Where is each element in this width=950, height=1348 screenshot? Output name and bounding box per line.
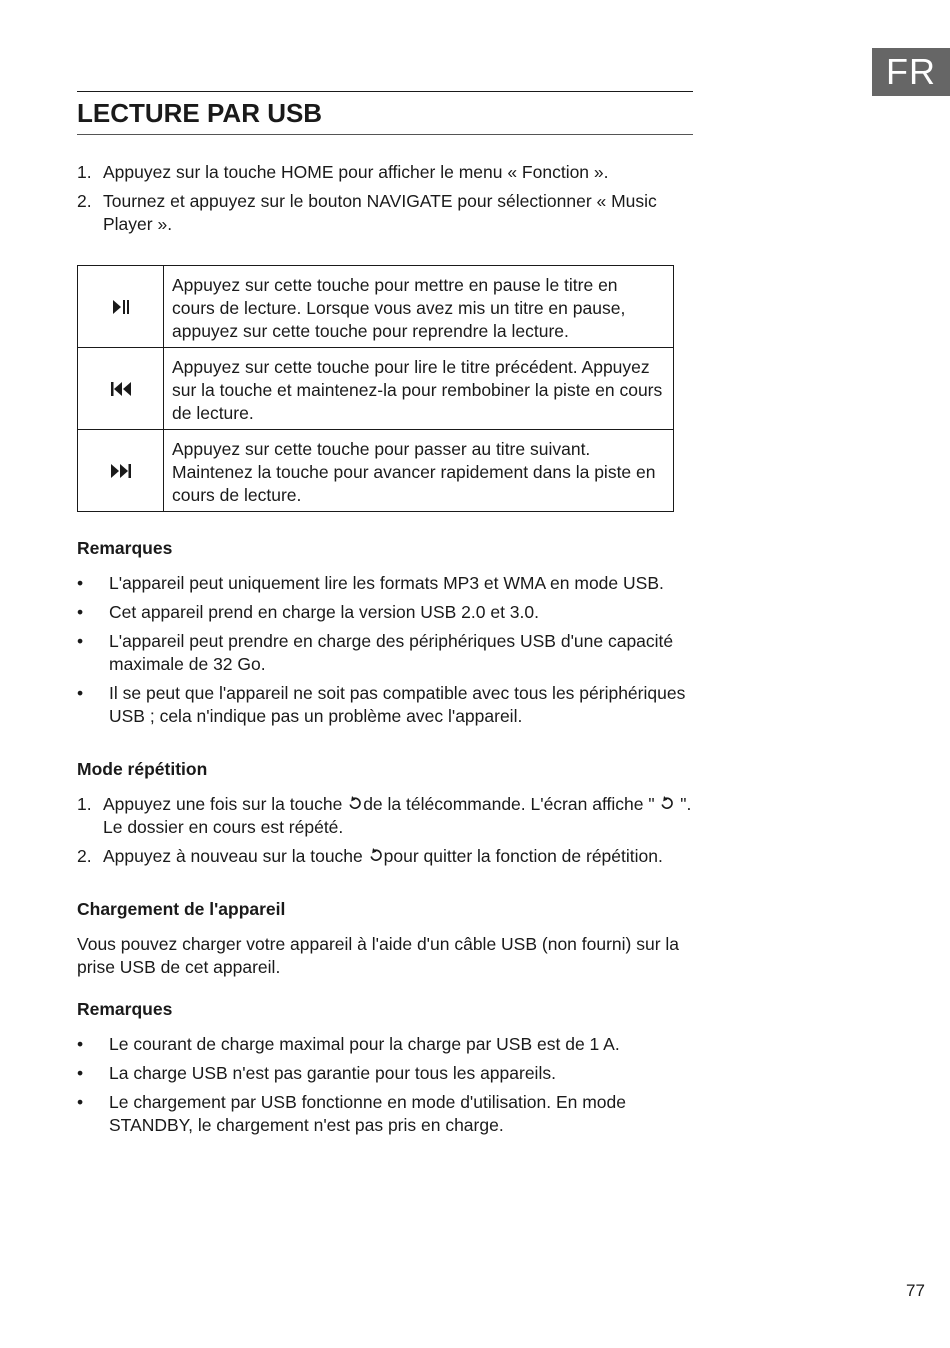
repeat-steps [77, 793, 693, 868]
play-pause-icon [78, 266, 164, 348]
table-row [78, 430, 674, 512]
charging-text: Vous pouvez charger votre appareil à l'aide d'un câble USB (non fourni) sur la prise USB de cet appareil. [77, 934, 680, 977]
language-tab: FR [872, 48, 950, 96]
control-description: Appuyez sur cette touche pour mettre en pause le titre en cours de lecture. Lorsque vous avez mis un titre en pause, appuyez sur cette touche pour reprendre la lecture. [164, 266, 674, 348]
next-track-icon [78, 430, 164, 512]
repeat-icon [659, 795, 675, 811]
notes-list [77, 572, 693, 728]
list-item: • Il se peut que l'appareil ne soit pas compatible avec tous les périphériques USB ; cela n'indique pas un problème avec l'appareil. [77, 683, 686, 726]
notes-heading: Remarques [77, 999, 173, 1019]
title-bar [77, 91, 693, 135]
list-item: • L'appareil peut prendre en charge des périphériques USB d'une capacité maximale de 32 Go. [77, 631, 674, 674]
controls-table [77, 265, 674, 512]
control-description: Appuyez sur cette touche pour lire le titre précédent. Appuyez sur la touche et maintenez-la pour rembobiner la piste en cours de lecture. [164, 348, 674, 430]
page-title: LECTURE PAR USB [77, 98, 323, 128]
list-item: 1. Appuyez sur la touche HOME pour afficher le menu « Fonction ». [77, 162, 609, 182]
repeat-icon [347, 795, 363, 811]
charging-heading: Chargement de l'appareil [77, 899, 286, 919]
table-row [78, 348, 674, 430]
page-content [77, 91, 693, 1143]
list-item: • Le courant de charge maximal pour la charge par USB est de 1 A. [77, 1034, 620, 1054]
list-item: 1. Appuyez une fois sur la touche de la télécommande. L'écran affiche " ". Le dossier en cours est répété. [77, 794, 692, 837]
repeat-icon [368, 847, 384, 863]
control-description: Appuyez sur cette touche pour passer au titre suivant. Maintenez la touche pour avancer rapidement dans la piste en cours de lecture. [164, 430, 674, 512]
table-row [78, 266, 674, 348]
intro-steps [77, 161, 693, 236]
list-item: • L'appareil peut uniquement lire les formats MP3 et WMA en mode USB. [77, 573, 664, 593]
page-number: 77 [906, 1281, 925, 1300]
list-item: • Cet appareil prend en charge la version USB 2.0 et 3.0. [77, 602, 539, 622]
list-item: • La charge USB n'est pas garantie pour tous les appareils. [77, 1063, 556, 1083]
list-item: • Le chargement par USB fonctionne en mode d'utilisation. En mode STANDBY, le chargement n'est pas pris en charge. [77, 1092, 626, 1135]
repeat-heading: Mode répétition [77, 759, 208, 779]
notes-list [77, 1033, 693, 1137]
list-item: 2. Appuyez à nouveau sur la touche pour quitter la fonction de répétition. [77, 846, 663, 866]
previous-track-icon [78, 348, 164, 430]
notes-heading: Remarques [77, 538, 173, 558]
list-item: 2. Tournez et appuyez sur le bouton NAVIGATE pour sélectionner « Music Player ». [77, 191, 657, 234]
